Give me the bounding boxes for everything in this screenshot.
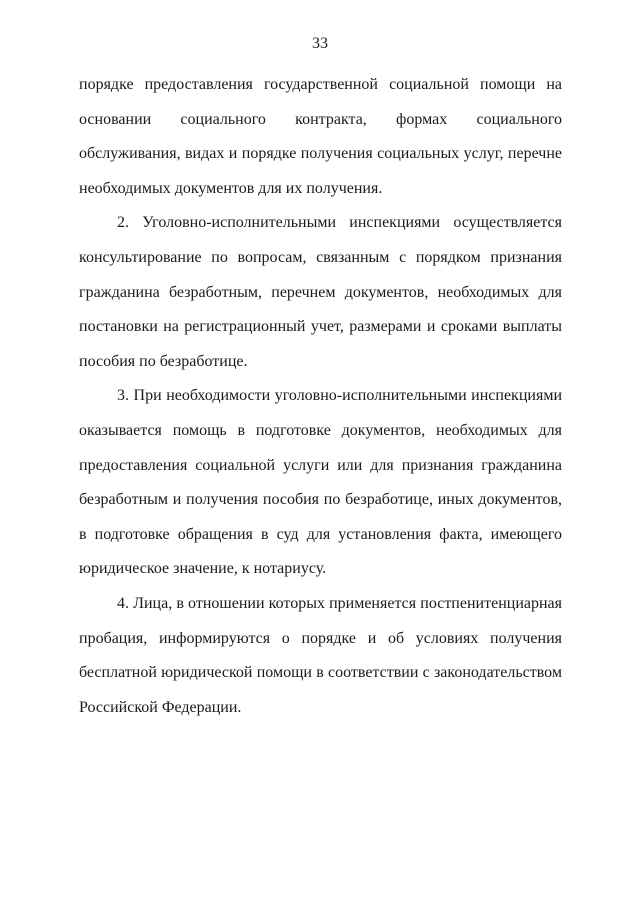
- paragraph-item-2: 2. Уголовно-исполнительными инспекциями осуществляется консультирование по вопросам, связанным с порядком признания гражданина безработным, перечнем документов, необходимых для постановки на регистрационный учет, размерами и сроками выплаты пособия по безработице.: [79, 214, 562, 370]
- paragraph-continuation: порядке предоставления государственной социальной помощи на основании социального контракта, формах социального обслуживания, видах и порядке получения социальных услуг, перечне необходимых документов для их получения.: [79, 76, 562, 197]
- document-body: [79, 68, 562, 725]
- paragraph-item-4: 4. Лица, в отношении которых применяется постпенитенциарная пробация, информируются о порядке и об условиях получения бесплатной юридической помощи в соответствии с законодательством Российской Федерации.: [79, 594, 562, 716]
- paragraph-item-3: 3. При необходимости уголовно-исполнительными инспекциями оказывается помощь в подготовке документов, необходимых для предоставления социальной услуги или для признания гражданина безработным и получения пособия по безработице, иных документов, в подготовке обращения в суд для установления факта, имеющего юридическое значение, к нотариусу.: [79, 387, 562, 578]
- page-number: 33: [312, 35, 328, 52]
